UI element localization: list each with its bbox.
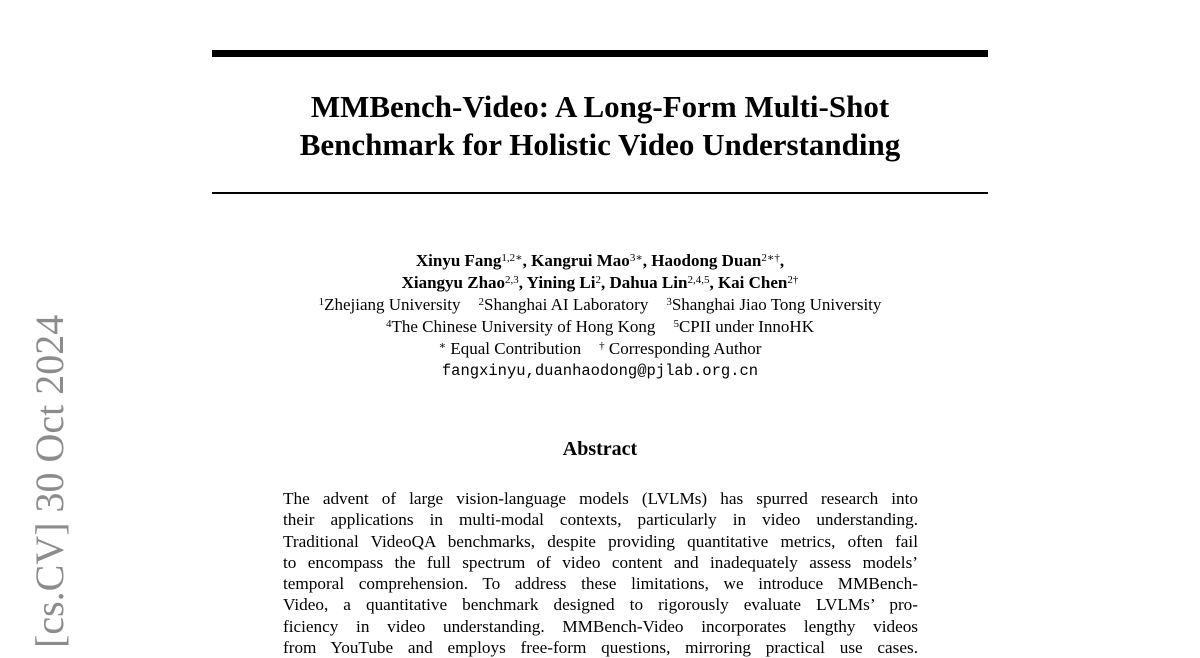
affiliation-number: 4 xyxy=(386,318,392,330)
title-rule xyxy=(212,192,988,194)
affiliation-number: 3 xyxy=(666,296,672,308)
paper-title xyxy=(212,88,988,164)
author-name: Dahua Lin xyxy=(609,273,688,292)
affiliation xyxy=(666,294,881,316)
author-line-2 xyxy=(212,272,988,294)
affiliation-number: 1 xyxy=(318,296,325,308)
abstract-line: their applications in multi-modal contexts, particularly in video understanding. xyxy=(283,510,918,530)
author-separator: , xyxy=(518,273,527,292)
affiliation xyxy=(673,316,814,338)
abstract-line: Traditional VideoQA benchmarks, despite providing quantitative metrics, often fail xyxy=(283,531,918,551)
corresponding-author-note xyxy=(599,338,761,360)
author-separator: , xyxy=(642,251,652,270)
author-name: Kai Chen xyxy=(717,273,788,292)
author-separator: , xyxy=(709,273,718,292)
abstract-line: from YouTube and employs free-form questions, mirroring practical use cases. xyxy=(283,638,918,658)
equal-contribution-symbol: ∗ xyxy=(438,340,447,352)
affiliation-number: 5 xyxy=(673,318,679,330)
abstract-body xyxy=(283,488,918,658)
affiliation xyxy=(479,294,649,316)
arxiv-side-stamp: [cs.CV] 30 Oct 2024 xyxy=(27,314,72,648)
affiliation-number: 2 xyxy=(478,296,485,308)
author-separator: , xyxy=(601,273,610,292)
author-affil-sup: 2† xyxy=(787,274,799,286)
equal-contribution-note xyxy=(439,338,582,360)
corresponding-author-label: Corresponding Author xyxy=(608,339,762,358)
author-name: Xinyu Fang xyxy=(415,251,502,270)
contact-email[interactable]: fangxinyu,duanhaodong@pjlab.org.cn xyxy=(441,362,759,380)
abstract-line: ficiency in video understanding. MMBench-Video incorporates lengthy videos xyxy=(283,616,918,636)
author-line-1 xyxy=(212,250,988,272)
affiliation-name: CPII under InnoHK xyxy=(678,317,814,336)
abstract-line: to encompass the full spectrum of video content and inadequately assess models’ xyxy=(283,552,918,572)
abstract-heading: Abstract xyxy=(562,438,638,460)
author-affil-sup: 2,4,5 xyxy=(687,274,710,286)
author-separator: , xyxy=(522,251,532,270)
author-name: Kangrui Mao xyxy=(531,251,630,270)
author-name: Xiangyu Zhao xyxy=(401,273,506,292)
abstract-line: temporal comprehension. To address these limitations, we introduce MMBench- xyxy=(283,574,918,594)
author-affil-sup: 2 xyxy=(595,274,601,286)
author-name: Haodong Duan xyxy=(651,251,762,270)
contribution-notes xyxy=(212,338,988,360)
affiliation-name: Shanghai Jiao Tong University xyxy=(671,295,882,314)
affiliation-name: The Chinese University of Hong Kong xyxy=(391,317,656,336)
author-affil-sup: 2,3 xyxy=(505,274,519,286)
affiliation-line-2 xyxy=(212,316,988,338)
abstract-line: Video, a quantitative benchmark designed to rigorously evaluate LVLMs’ pro- xyxy=(283,595,918,615)
affiliation xyxy=(319,294,461,316)
title-line-2: Benchmark for Holistic Video Understanding xyxy=(299,127,901,162)
affiliation-line-1 xyxy=(212,294,988,316)
top-rule xyxy=(212,50,988,57)
authors-block xyxy=(212,250,988,382)
author-name: Yining Li xyxy=(526,273,596,292)
corresponding-author-symbol: † xyxy=(599,340,605,352)
title-line-1: MMBench-Video: A Long-Form Multi-Shot xyxy=(310,89,890,124)
affiliation xyxy=(386,316,655,338)
author-affil-sup: 1,2∗ xyxy=(501,252,523,264)
affiliation-name: Shanghai AI Laboratory xyxy=(484,295,649,314)
author-affil-sup: 3∗ xyxy=(629,252,643,264)
author-separator: , xyxy=(779,251,785,270)
abstract-line: The advent of large vision-language models (LVLMs) has spurred research into xyxy=(283,489,918,508)
author-affil-sup: 2∗† xyxy=(761,252,780,264)
equal-contribution-label: Equal Contribution xyxy=(450,339,582,358)
affiliation-name: Zhejiang University xyxy=(324,295,461,314)
